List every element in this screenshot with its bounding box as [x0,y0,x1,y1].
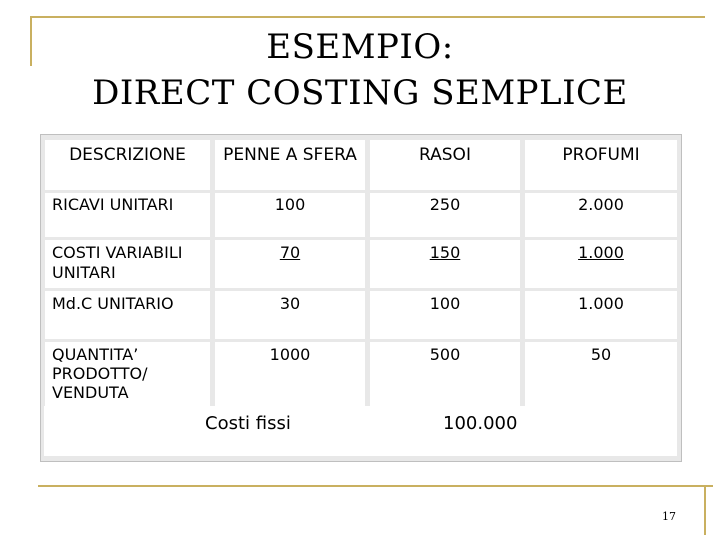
title-line-1: ESEMPIO: [266,27,454,67]
frame-bottom-line [38,485,713,487]
cell-mdc-rasoi: 100 [370,291,520,339]
frame-right-line [704,485,706,535]
fixed-costs-label: Costi fissi [205,413,291,434]
cell-mdc-penne: 30 [215,291,365,339]
cell-costi-profumi: 1.000 [525,240,677,288]
header-descrizione: DESCRIZIONE [45,140,210,190]
row-label-mdc: Md.C UNITARIO [45,291,210,339]
slide-title [0,24,720,116]
cell-costi-penne: 70 [215,240,365,288]
cell-quantita-rasoi: 500 [370,342,520,406]
row-label-costi-variabili: COSTI VARIABILI UNITARI [45,240,210,288]
page-number: 17 [662,510,676,523]
row-label-quantita: QUANTITA’ PRODOTTO/ VENDUTA [45,342,210,406]
cell-ricavi-rasoi: 250 [370,193,520,237]
fixed-costs-value: 100.000 [443,413,518,434]
row-label-ricavi: RICAVI UNITARI [45,193,210,237]
frame-top-line [30,16,705,18]
cell-ricavi-profumi: 2.000 [525,193,677,237]
header-rasoi: RASOI [370,140,520,190]
cell-costi-rasoi: 150 [370,240,520,288]
title-line-2: DIRECT COSTING SEMPLICE [92,73,628,113]
cell-ricavi-penne: 100 [215,193,365,237]
cell-quantita-penne: 1000 [215,342,365,406]
header-profumi: PROFUMI [525,140,677,190]
cell-quantita-profumi: 50 [525,342,677,406]
fixed-costs-area [44,406,677,456]
cell-mdc-profumi: 1.000 [525,291,677,339]
header-penne: PENNE A SFERA [215,140,365,190]
